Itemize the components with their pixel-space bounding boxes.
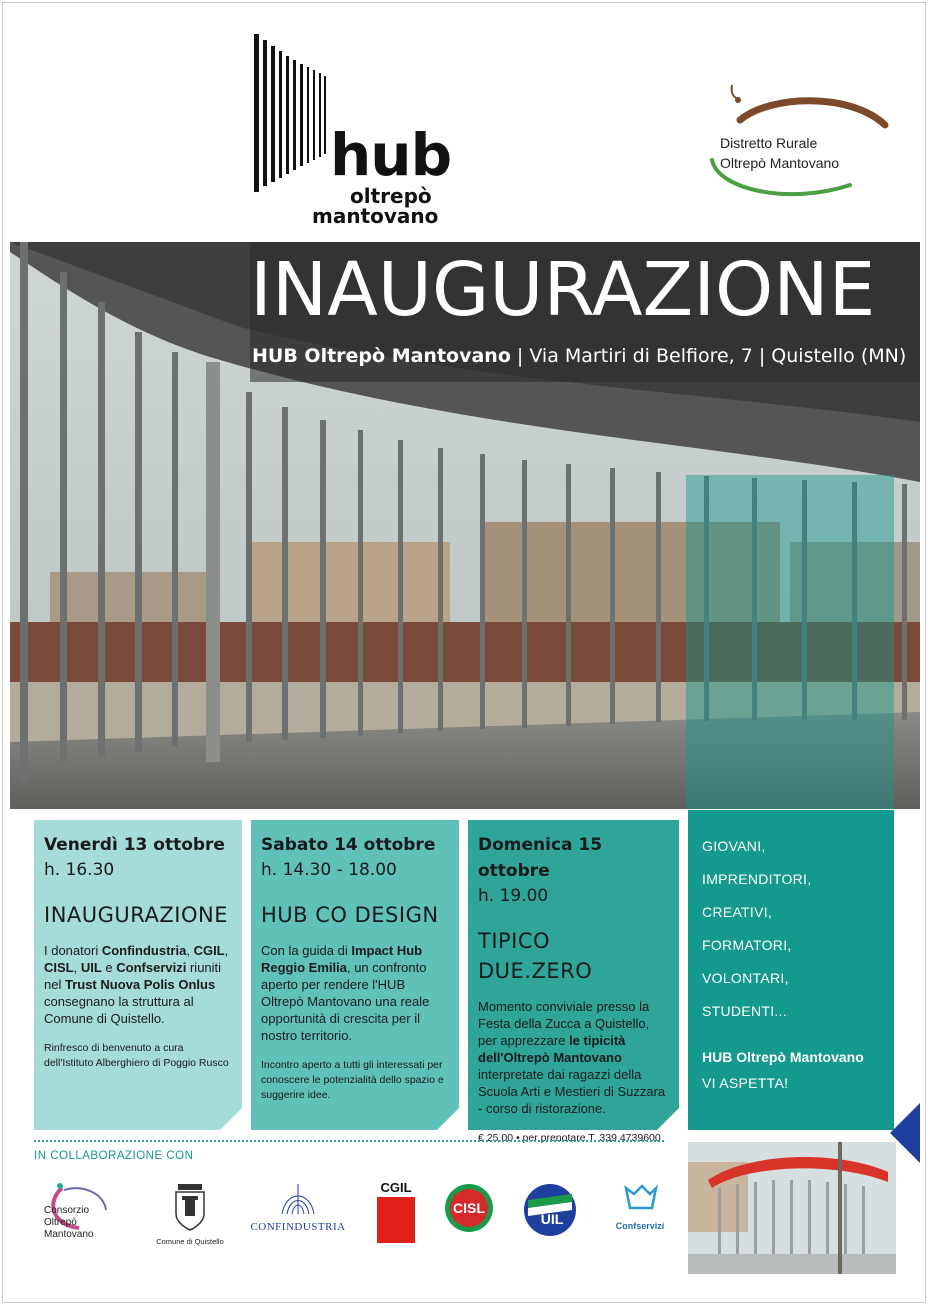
day-card-saturday xyxy=(251,820,459,1130)
confindustria-logo-icon xyxy=(278,1180,318,1216)
hub-logo-line1: oltrepò xyxy=(350,184,432,208)
hub-exterior-image xyxy=(688,1142,896,1274)
distretto-line1: Distretto Rurale xyxy=(720,135,818,151)
day-note: Rinfresco di benvenuto a cura dell'Istituto Alberghiero di Poggio Rusco xyxy=(44,1042,229,1069)
partner-cisl xyxy=(443,1180,495,1245)
day-note: Incontro aperto a tutti gli interessati per conoscere le potenzialità dello spazio e suggerire idee. xyxy=(261,1059,444,1101)
hub-logo-line2: mantovano xyxy=(312,204,439,228)
hero-venue-name: HUB Oltrepò Mantovano xyxy=(252,345,511,367)
day-hour: h. 19.00 xyxy=(478,886,549,906)
partner-comune xyxy=(150,1180,230,1246)
day-date: Domenica 15 ottobre xyxy=(478,835,603,881)
distretto-line2: Oltrepò Mantovano xyxy=(720,155,840,171)
audience-panel xyxy=(688,810,894,1130)
audience-hub-name: HUB Oltrepò Mantovano xyxy=(702,1049,864,1065)
partner-consorzio-name: Consorzio Oltrepò Mantovano xyxy=(44,1205,94,1240)
day-description: I donatori Confindustria, CGIL, CISL, UIL e Confservizi riuniti nel Trust Nuova Polis Onlus consegnano la struttura al Comune di Quistello. xyxy=(44,943,229,1026)
day-description: Con la guida di Impact Hub Reggio Emilia, un confronto aperto per rendere l'HUB Oltrepò Mantovano una reale opportunità di crescita per il nostro territorio. xyxy=(261,943,430,1043)
card-corner xyxy=(220,1108,242,1130)
audience-closing: VI ASPETTA! xyxy=(702,1075,789,1091)
audience-item: STUDENTI... xyxy=(702,1003,787,1019)
day-event: INAUGURAZIONE xyxy=(44,903,228,927)
partner-confindustria xyxy=(248,1180,348,1233)
day-date: Sabato 14 ottobre xyxy=(261,835,436,855)
cgil-red-block-icon xyxy=(377,1197,415,1243)
day-date: Venerdì 13 ottobre xyxy=(44,835,225,855)
distretto-rurale-logo xyxy=(700,80,900,200)
partner-confservizi xyxy=(605,1180,675,1231)
audience-item: IMPRENDITORI, xyxy=(702,871,812,887)
partner-consorzio xyxy=(34,1180,124,1240)
audience-item: FORMATORI, xyxy=(702,937,792,953)
day-card-sunday xyxy=(468,820,679,1144)
uil-logo-icon xyxy=(520,1180,580,1240)
hero-venue-address: | Via Martiri di Belfiore, 7 | Quistello (MN) xyxy=(510,345,907,367)
cisl-logo-icon xyxy=(443,1180,495,1240)
day-card-friday xyxy=(34,820,242,1130)
day-event: TIPICO DUE.ZERO xyxy=(478,929,593,983)
audience-item: CREATIVI, xyxy=(702,904,773,920)
cisl-logo-text: CISL xyxy=(453,1200,485,1216)
day-note: € 25,00 • per prenotare T. 339 4739600 xyxy=(478,1132,661,1144)
hub-logo xyxy=(252,34,452,229)
partner-uil xyxy=(520,1180,580,1245)
day-event: HUB CO DESIGN xyxy=(261,903,439,927)
collab-label: IN COLLABORAZIONE CON xyxy=(34,1150,194,1162)
partner-comune-name: Comune di Quistello xyxy=(156,1237,224,1246)
card-corner xyxy=(437,1108,459,1130)
hub-logo-word: hub xyxy=(330,121,452,189)
hero-venue xyxy=(252,345,906,367)
partner-cgil xyxy=(375,1180,417,1243)
collab-divider xyxy=(34,1140,664,1142)
hero-title: INAUGURAZIONE xyxy=(250,247,876,333)
partner-cgil-name: CGIL xyxy=(380,1180,412,1195)
audience-item: VOLONTARI, xyxy=(702,970,789,986)
comune-crest-icon xyxy=(170,1180,210,1232)
partner-confservizi-name: Confservizi xyxy=(615,1221,665,1231)
day-hour: h. 16.30 xyxy=(44,860,115,880)
day-hour: h. 14.30 - 18.00 xyxy=(261,860,397,880)
hub-building-photo xyxy=(688,1142,896,1274)
audience-item: GIOVANI, xyxy=(702,838,766,854)
confservizi-logo-icon xyxy=(620,1180,660,1216)
day-description: Momento conviviale presso la Festa della Zucca a Quistello, per apprezzare le tipicità dell'Oltrepò Mantovano interpretate dai ragazzi della Scuola Arti e Mestieri di Suzzara - corso di ristorazione. xyxy=(478,999,666,1116)
hero-teal-overlay xyxy=(686,475,894,809)
partner-confindustria-name: CONFINDUSTRIA xyxy=(250,1221,346,1233)
uil-logo-text: UIL xyxy=(540,1211,564,1227)
card-corner xyxy=(657,1108,679,1130)
